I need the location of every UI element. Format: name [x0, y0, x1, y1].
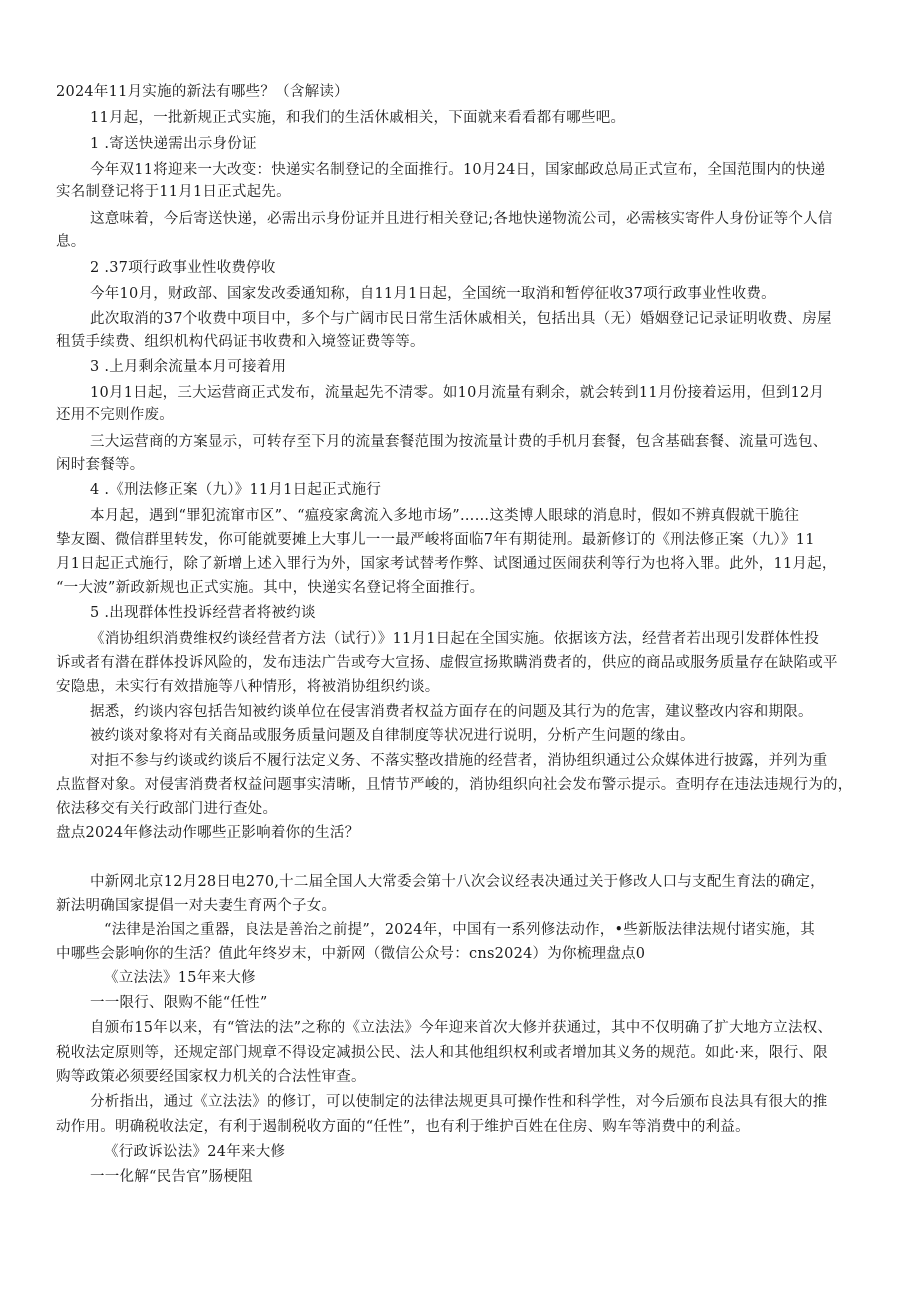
paragraph-line: 闲时套餐等。 [56, 457, 145, 473]
section-heading: 1 .寄送快递需出示身份证 [90, 136, 257, 152]
doc-title: 2024年11月实施的新法有哪些？（含解读） [56, 84, 349, 100]
paragraph-line: 实名制登记将于11月1日正式起先。 [56, 184, 291, 200]
paragraph-line: 购等政策必须要经国家权力机关的合法性审查。 [56, 1069, 366, 1085]
paragraph-line: 今年双11将迎来一大改变：快递实名制登记的全面推行。10月24日，国家邮政总局正式宣布，全国范围内的快递 [90, 162, 826, 178]
paragraph-line: 此次取消的37个收费中项目中，多个与广阔市民日常生活休戚相关，包括出具（无）婚姻登记记录证明收费、房屋 [90, 311, 832, 327]
paragraph-line: 10月1日起，三大运营商正式发布，流量起先不清零。如10月流量有剩余，就会转到11月份接着运用，但到12月 [90, 385, 825, 401]
paragraph-line: 被约谈对象将对有关商品或服务质量问题及自律制度等状况进行说明，分析产生问题的缘由。 [90, 728, 695, 744]
paragraph-line: 安隐患，未实行有效措施等八种情形，将被消协组织约谈。 [56, 679, 440, 695]
subsection-heading: 《立法法》15年来大修 [104, 970, 256, 986]
paragraph-line: 新法明确国家提倡一对夫妻生育两个子女。 [56, 898, 337, 914]
paragraph-line: 中哪些会影响你的生活？值此年终岁末，中新网（微信公众号：cns2024）为你梳理盘点0 [56, 946, 646, 962]
section-title: 盘点2024年修法动作哪些正影响着你的生活？ [56, 825, 360, 841]
paragraph-line: 月1日起正式施行，除了新增上述入罪行为外，国家考试替考作弊、试图通过医闹获利等行为也将入罪。此外，11月起， [56, 556, 837, 572]
paragraph-line: 诉或者有潜在群体投诉风险的，发布违法广告或夸大宣扬、虚假宣扬欺瞒消费者的，供应的商品或服务质量存在缺陷或平 [56, 655, 838, 671]
paragraph-line: 依法移交有关行政部门进行查处。 [56, 801, 278, 817]
paragraph-line: 税收法定原则等，还规定部门规章不得设定减损公民、法人和其他组织权利或者增加其义务的规范。如此·来，限行、限 [56, 1045, 828, 1061]
paragraph-line: 三大运营商的方案显示，可转存至下月的流量套餐范围为按流量计费的手机月套餐，包含基础套餐、流量可选包、 [90, 434, 828, 450]
section-heading: 5 .出现群体性投诉经营者将被约谈 [90, 605, 316, 621]
paragraph-line: 对拒不参与约谈或约谈后不履行法定义务、不落实整改措施的经营者，消协组织通过公众媒体进行披露，并列为重 [90, 753, 828, 769]
paragraph-line: 今年10月，财政部、国家发改委通知称，自11月1日起，全国统一取消和暂停征收37项行政事业性收费。 [90, 286, 776, 302]
paragraph-line: 动作用。明确税收法定，有利于遏制税收方面的“任性”，也有利于维护百姓在住房、购车等消费中的利益。 [56, 1119, 750, 1135]
subsection-subheading: 一一化解“民告官”肠梗阻 [90, 1169, 253, 1185]
paragraph-line: 这意味着，今后寄送快递，必需出示身份证并且进行相关登记;各地快递物流公司，必需核实寄件人身份证等个人信 [90, 211, 833, 227]
paragraph-line: 点监督对象。对侵害消费者权益问题事实清晰，且情节严峻的，消协组织向社会发布警示提示。查明存在违法违规行为的， [56, 777, 853, 793]
subsection-heading: 《行政诉讼法》24年来大修 [104, 1144, 286, 1160]
paragraph-line: 本月起，遇到“罪犯流窜市区”、“瘟疫家禽流入多地市场”……这类博人眼球的消息时，假如不辨真假就干脆往 [90, 508, 800, 524]
section-heading: 2 .37项行政事业性收费停收 [90, 260, 276, 276]
paragraph-line: 自颁布15年以来，有“管法的法”之称的《立法法》今年迎来首次大修并获通过，其中不仅明确了扩大地方立法权、 [90, 1020, 833, 1036]
paragraph-line: 分析指出，通过《立法法》的修订，可以使制定的法律法规更具可操作性和科学性，对今后颁布良法具有很大的推 [90, 1094, 828, 1110]
section-heading: 4 .《刑法修正案（九）》11月1日起正式施行 [90, 482, 382, 498]
section-heading: 3 .上月剩余流量本月可接着用 [90, 359, 287, 375]
paragraph-line: 还用不完则作废。 [56, 407, 174, 423]
paragraph-line: “法律是治国之重器，良法是善治之前提”，2024年，中国有一系列修法动作，•些新版法律法规付诸实施，其 [104, 922, 816, 938]
paragraph-line: 租赁手续费、组织机构代码证书收费和入境签证费等等。 [56, 334, 425, 350]
paragraph-line: 挚友圈、微信群里转发，你可能就要摊上大事儿一一最严峻将面临7年有期徒刑。最新修订的《刑法修正案（九）》11 [56, 532, 815, 548]
subsection-subheading: 一一限行、限购不能“任性” [90, 995, 268, 1011]
paragraph-line: 中新网北京12月28日电270,十二届全国人大常委会第十八次会议经表决通过关于修改人口与支配生育法的确定， [90, 874, 825, 890]
intro-paragraph: 11月起，一批新规正式实施，和我们的生活休戚相关，下面就来看看都有哪些吧。 [90, 110, 626, 126]
paragraph-line: “一大波”新政新规也正式实施。其中，快递实名登记将全面推行。 [56, 580, 485, 596]
paragraph-line: 《消协组织消费维权约谈经营者方法（试行）》11月1日起在全国实施。依据该方法，经营者若出现引发群体性投 [90, 631, 820, 647]
paragraph-line: 息。 [56, 234, 86, 250]
paragraph-line: 据悉，约谈内容包括告知被约谈单位在侵害消费者权益方面存在的问题及其行为的危害，建议整改内容和期限。 [90, 704, 813, 720]
